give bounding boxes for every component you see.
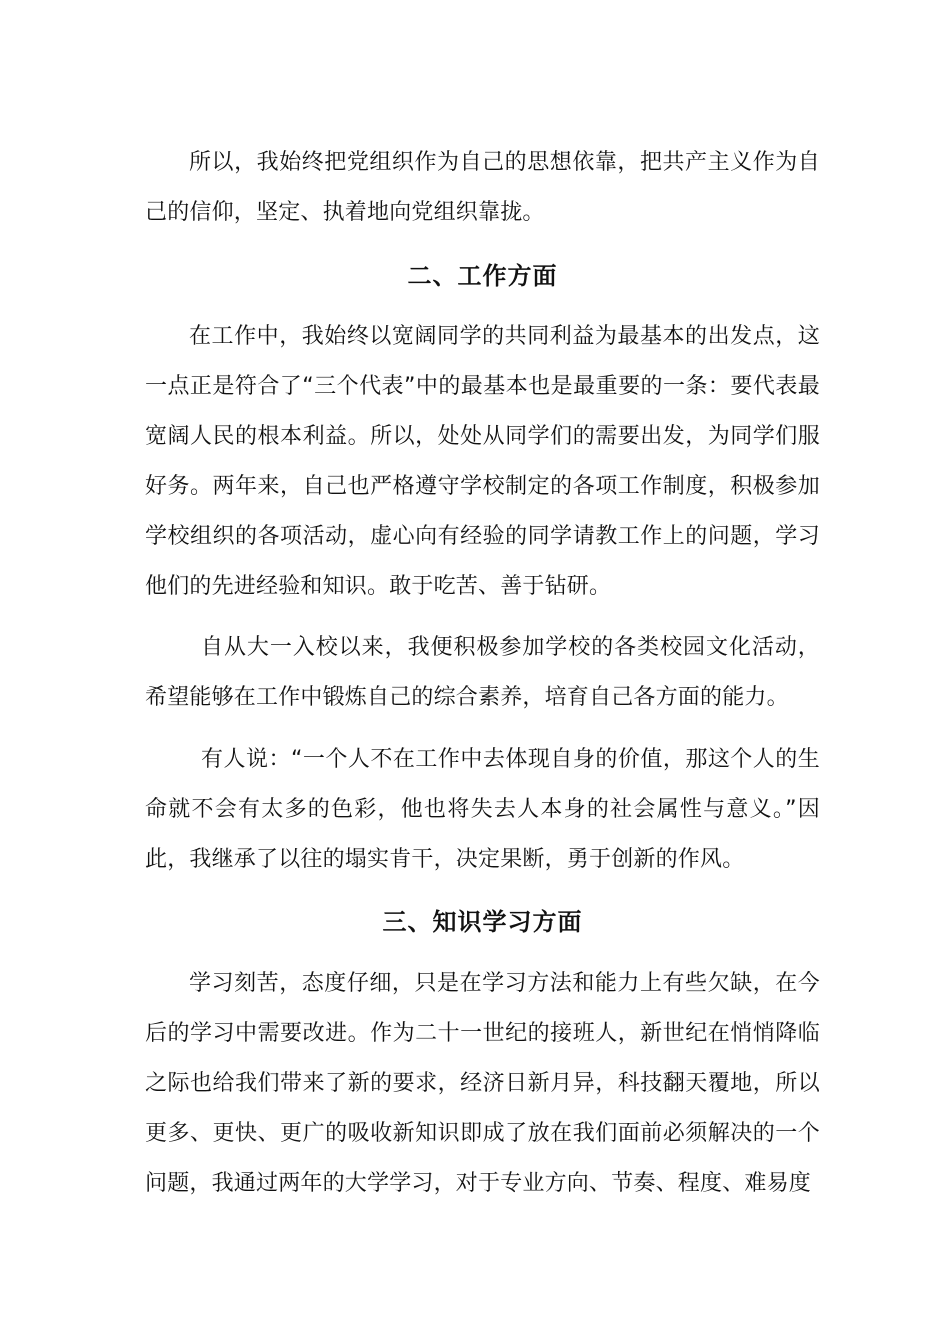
section-heading-study: 三、知识学习方面	[382, 908, 583, 936]
paragraph-study-attitude: 学习刻苦，态度仔细，只是在学习方法和能力上有些欠缺，在今后的学习中需要改进。作为二十一世纪的接班人，新世纪在悄悄降临之际也给我们带来了新的要求，经济日新月异，科技翻天覆地，所以更多、更快、更广的吸收新知识即成了放在我们面前必须解决的一个问题，我通过两年的大学学习，对于专业方向、节奏、程度、难易度	[145, 971, 820, 1196]
section-heading-work: 二、工作方面	[407, 262, 558, 290]
paragraph-party-reliance: 所以，我始终把党组织作为自己的思想依靠，把共产主义作为自己的信仰，坚定、执着地向党组织靠拢。	[145, 150, 820, 225]
paragraph-campus-activities: 自从大一入校以来，我便积极参加学校的各类校园文化活动，希望能够在工作中锻炼自己的综合素养，培育自己各方面的能力。	[145, 635, 820, 710]
paragraph-quote-value: 有人说：“一个人不在工作中去体现自身的价值，那这个人的生命就不会有太多的色彩，他也将失去人本身的社会属性与意义。”因此，我继承了以往的塌实肯干，决定果断，勇于创新的作风。	[145, 747, 820, 872]
paragraph-work-principles: 在工作中，我始终以宽阔同学的共同利益为最基本的出发点，这一点正是符合了“三个代表”中的最基本也是最重要的一条：要代表最宽阔人民的根本利益。所以，处处从同学们的需要出发，为同学们服好务。两年来，自己也严格遵守学校制定的各项工作制度，积极参加学校组织的各项活动，虚心向有经验的同学请教工作上的问题，学习他们的先进经验和知识。敢于吃苦、善于钻研。	[145, 324, 820, 599]
